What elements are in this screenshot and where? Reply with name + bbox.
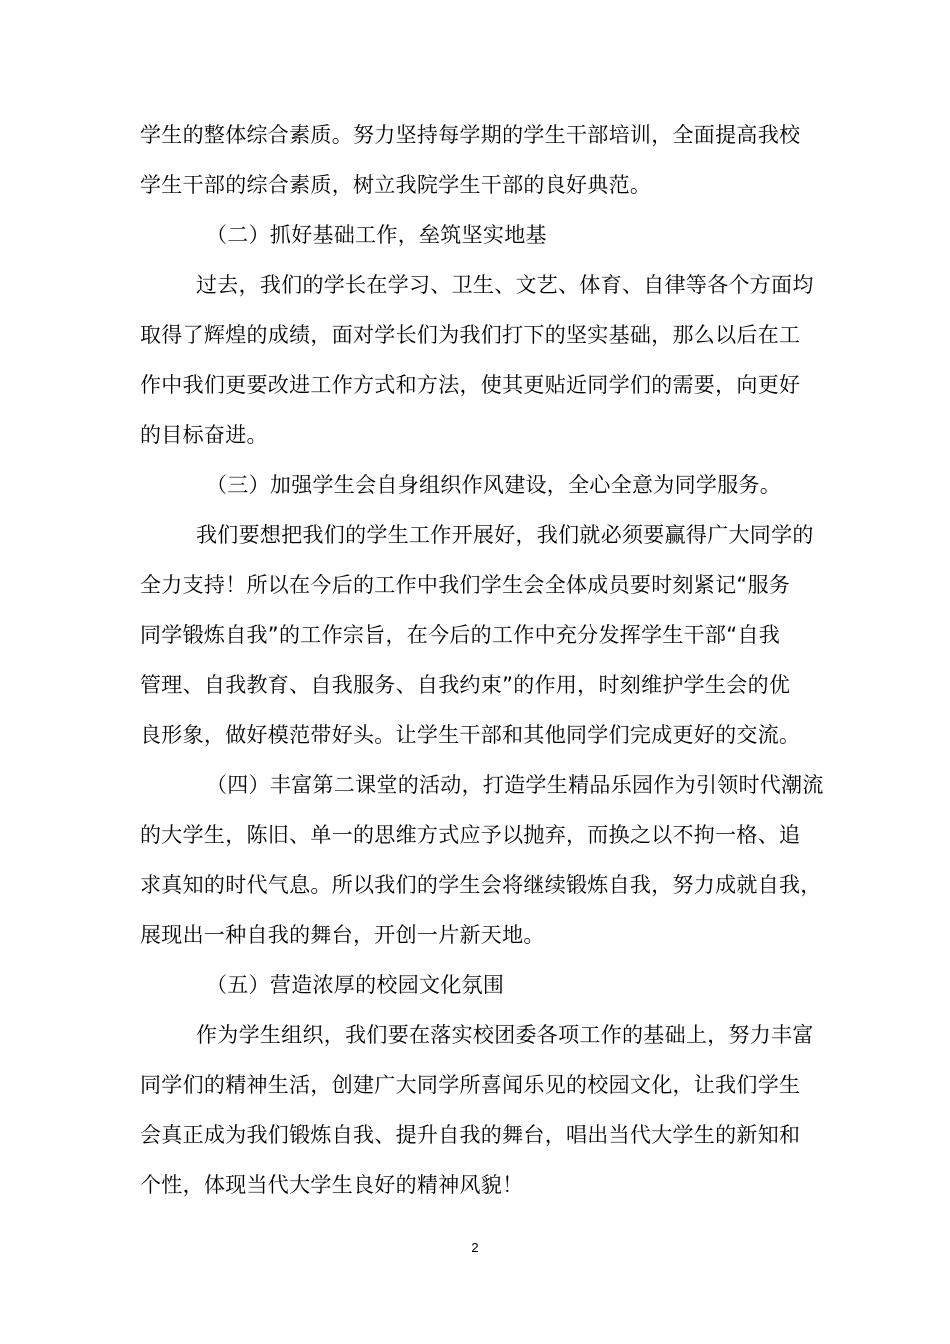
section-heading: （四）丰富第二课堂的活动，打造学生精品乐园作为引领时代潮流 [206, 773, 824, 797]
paragraph-first-line: 我们要想把我们的学生工作开展好，我们就必须要赢得广大同学的 [196, 523, 814, 547]
text-line: 的目标奋进。 [140, 423, 268, 447]
section-heading: （二）抓好基础工作，垒筑坚实地基 [206, 223, 547, 247]
text-line: 个性，体现当代大学生良好的精神风貌！ [140, 1173, 524, 1197]
text-line: 取得了辉煌的成绩，面对学长们为我们打下的坚实基础，那么以后在工 [140, 323, 801, 347]
page-number: 2 [471, 1240, 479, 1255]
text-line: 同学锻炼自我”的工作宗旨，在今后的工作中充分发挥学生干部“自我 [140, 623, 781, 647]
text-line: 展现出一种自我的舞台，开创一片新天地。 [140, 923, 545, 947]
text-line: 作中我们更要改进工作方式和方法，使其更贴近同学们的需要，向更好 [140, 373, 801, 397]
text-line: 良形象，做好模范带好头。让学生干部和其他同学们完成更好的交流。 [140, 723, 801, 747]
text-line: 同学们的精神生活，创建广大同学所喜闻乐见的校园文化，让我们学生 [140, 1073, 801, 1097]
document-body [140, 110, 824, 1210]
section-heading: （五）营造浓厚的校园文化氛围 [206, 973, 505, 997]
text-line: 的大学生，陈旧、单一的思维方式应予以抛弃，而换之以不拘一格、追 [140, 823, 801, 847]
paragraph-first-line: 作为学生组织，我们要在落实校团委各项工作的基础上，努力丰富 [196, 1023, 814, 1047]
text-line: 学生的整体综合素质。努力坚持每学期的学生干部培训，全面提高我校 [140, 123, 801, 147]
paragraph-first-line: 过去，我们的学长在学习、卫生、文艺、体育、自律等各个方面均 [196, 273, 814, 297]
text-line: 求真知的时代气息。所以我们的学生会将继续锻炼自我，努力成就自我， [140, 873, 822, 897]
section-heading: （三）加强学生会自身组织作风建设，全心全意为同学服务。 [206, 473, 782, 497]
text-line: 会真正成为我们锻炼自我、提升自我的舞台，唱出当代大学生的新知和 [140, 1123, 801, 1147]
text-line: 学生干部的综合素质，树立我院学生干部的良好典范。 [140, 173, 652, 197]
text-line: 全力支持！所以在今后的工作中我们学生会全体成员要时刻紧记“服务 [140, 573, 791, 597]
text-line: 管理、自我教育、自我服务、自我约束”的作用，时刻维护学生会的优 [140, 673, 791, 697]
